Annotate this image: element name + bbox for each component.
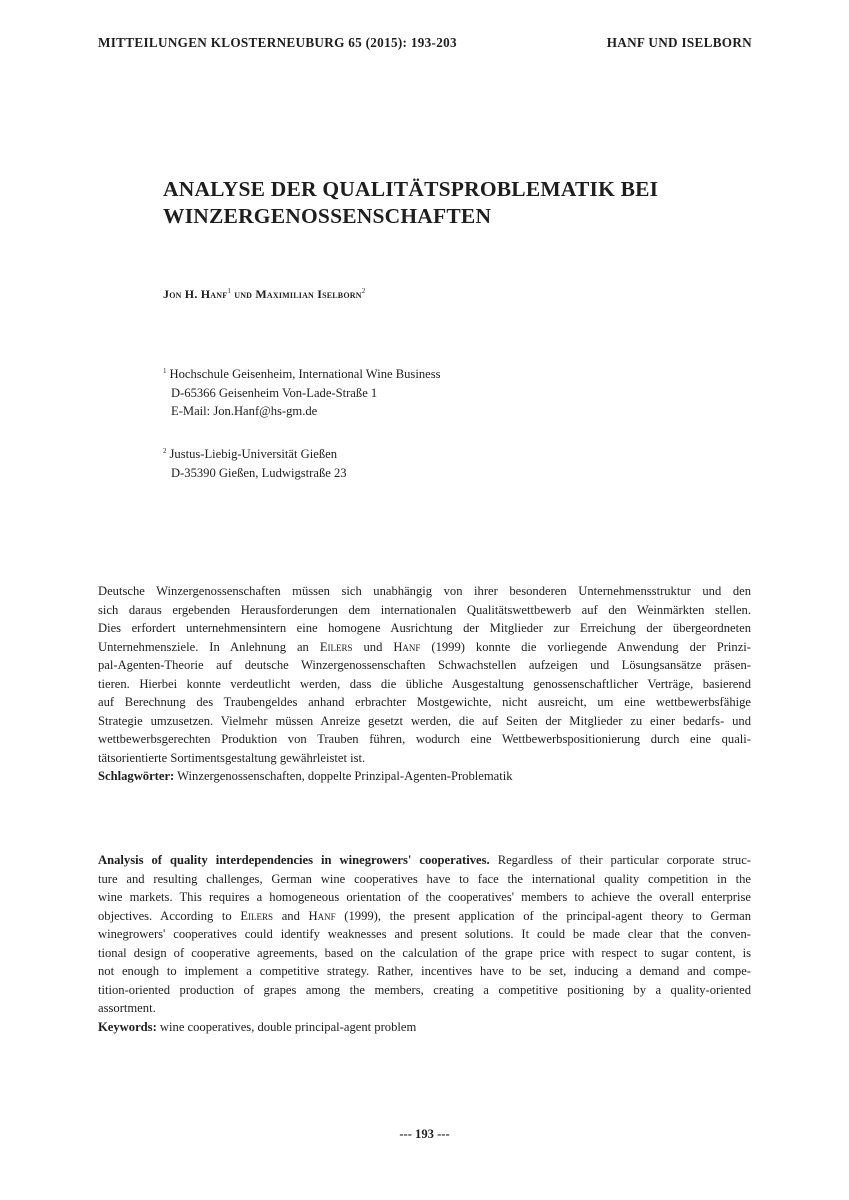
abstract-line: tition-oriented production of grapes among the members, creating a competitive positioning by a quality-oriented [98, 982, 751, 997]
affiliation-2 [163, 442, 347, 482]
journal-citation: MITTEILUNGEN KLOSTERNEUBURG 65 (2015): 193-203 [98, 35, 457, 50]
affiliation-1 [163, 362, 441, 421]
title-line-2: WINZERGENOSSENSCHAFTEN [163, 204, 492, 228]
abstract-line: assortment. [98, 1001, 156, 1015]
affiliation-line: $^1$ Hochschule Geisenheim, International Wine Business [163, 367, 441, 382]
cited-author-eilers: Eilers [319, 639, 353, 654]
cited-author-eilers: Eilers [240, 908, 274, 923]
abstract-line: winegrowers' cooperatives could identify weaknesses and present solutions. It could be made clear that the conven- [98, 927, 751, 941]
abstract-line: not enough to implement a competitive strategy. Rather, incentives have to be set, inducing a demand and compe- [98, 964, 751, 978]
abstract-line: auf Berechnung des Traubengeldes anhand erbrachter Mostgewichte, nicht ausreicht, um eine wettbewerbsfähige [98, 695, 751, 709]
abstract-line: tieren. Hierbei konnte verdeutlicht werden, dass die übliche Ausgestaltung genossenschaftlicher Verträge, basierend [98, 676, 751, 691]
keywords-english [98, 1018, 751, 1037]
keywords-text: wine cooperatives, double principal-agent problem [159, 1019, 417, 1034]
abstract-line: Unternehmensziele. In Anlehnung an Eilers und Hanf (1999) konnte die vorliegende Anwendung der Prinzi- [98, 639, 751, 654]
affiliation-line: D-65366 Geisenheim Von-Lade-Straße 1 [171, 385, 378, 400]
author-line [163, 287, 365, 302]
keywords-label: Keywords: [98, 1019, 157, 1034]
affiliation-line: D-35390 Gießen, Ludwigstraße 23 [171, 465, 347, 480]
page-number: --- 193 --- [399, 1127, 450, 1141]
abstract-line: ture and resulting challenges, German wine cooperatives have to face the international quality competition in the [98, 871, 751, 886]
author-2: Maximilian Iselborn [255, 287, 362, 301]
affiliation-mark: 2 [163, 447, 167, 455]
keywords-label: Schlagwörter: [98, 769, 175, 783]
author-2-affil-mark: 2 [361, 287, 366, 295]
abstract-line: Strategie umzusetzen. Vielmehr müssen Anreize gesetzt werden, die auf Seiten der Mitglieder zu einer bedarfs- und [98, 713, 751, 728]
abstract-german [98, 582, 751, 786]
article-title [163, 176, 723, 230]
affiliation-line: $^2$ Justus-Liebig-Universität Gießen [163, 447, 338, 462]
abstract-english-title: Analysis of quality interdependencies in winegrowers' cooperatives. [98, 853, 490, 867]
abstract-line: Dies erfordert unternehmensintern eine homogene Ausrichtung der Mitglieder zur Erreichung der übergeordneten [98, 621, 751, 635]
abstract-line: wettbewerbsgerechten Produktion von Trauben führen, wodurch eine Wettbewerbspositionierung durch eine quali- [98, 732, 751, 746]
abstract-line: pal-Agenten-Theorie auf deutsche Winzergenossenschaften Schwachstellen aufzeigen und Lösungsansätze präsen- [98, 658, 751, 672]
abstract-line: Deutsche Winzergenossenschaften müssen sich unabhängig von ihrer besonderen Unternehmensstruktur und den [98, 584, 751, 598]
cited-author-hanf: Hanf [393, 639, 421, 654]
keywords-german [98, 767, 751, 786]
affiliation-mark: 1 [163, 367, 167, 375]
cited-author-hanf: Hanf [308, 908, 336, 923]
running-author-names: HANF UND ISELBORN [606, 35, 752, 50]
author-1: Jon H. Hanf [163, 287, 228, 301]
author-connector: und [234, 287, 253, 301]
title-line-1: ANALYSE DER QUALITÄTSPROBLEMATIK BEI [163, 177, 659, 201]
abstract-line: sich daraus ergebenden Herausforderungen dem internationalen Qualitätswettbewerb auf den Weinmärkten stellen. [98, 602, 751, 617]
abstract-line: objectives. According to Eilers and Hanf (1999), the present application of the principal-agent theory to German [98, 908, 752, 923]
affiliation-email: E-Mail: Jon.Hanf@hs-gm.de [171, 404, 318, 419]
running-head [98, 35, 752, 51]
abstract-english [98, 851, 751, 1036]
abstract-line: Analysis of quality interdependencies in winegrowers' cooperatives. Regardless of their particular corporate struc- [98, 853, 752, 867]
abstract-line: wine markets. This requires a homogeneous orientation of the cooperatives' members to achieve the overall enterprise [98, 890, 751, 904]
abstract-line: tätsorientierte Sortimentsgestaltung gewährleistet ist. [98, 750, 366, 765]
keywords-text: Winzergenossenschaften, doppelte Prinzipal-Agenten-Problematik [177, 769, 513, 783]
author-1-affil-mark: 1 [227, 287, 232, 295]
abstract-line: tional design of cooperative agreements, based on the calculation of the grape price with respect to sugar content, is [98, 945, 751, 960]
